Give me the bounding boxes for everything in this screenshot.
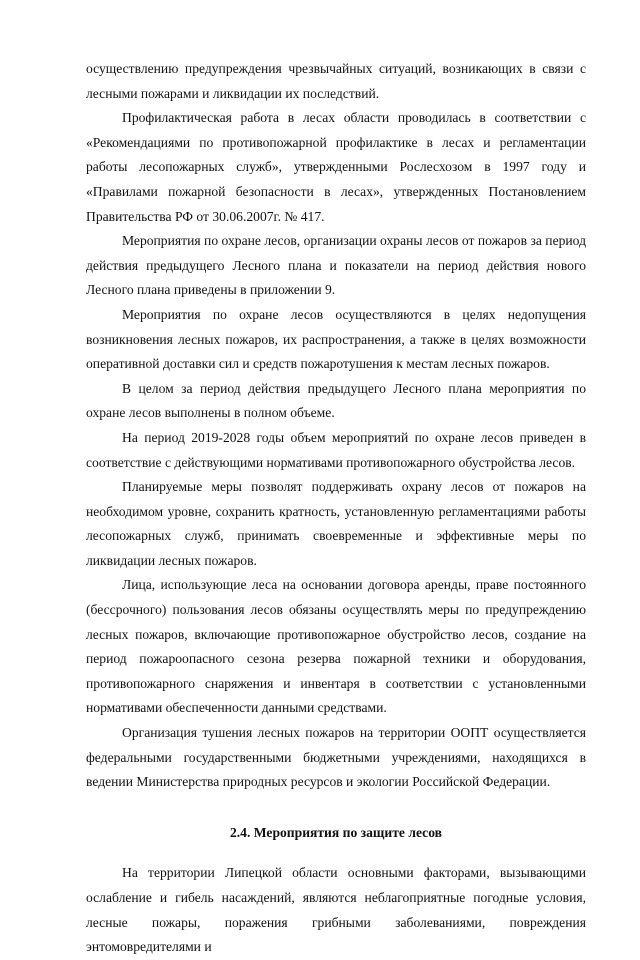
paragraph-previous-plan: В целом за период действия предыдущего Лесного плана мероприятия по охране лесов выполнены в полном объеме. [86,380,586,421]
section-heading: 2.4. Мероприятия по защите лесов [229,824,443,840]
paragraph-planned-measures: Планируемые меры позволят поддерживать охрану лесов от пожаров на необходимом уровне, сохранить кратность, установленную регламентациями работы лесопожарных служб, принимать своевременные и эффективные меры по ликвидации лесных пожаров. [86,479,586,568]
paragraph-continuation: осуществлению предупреждения чрезвычайных ситуаций, возникающих в связи с лесными пожарами и ликвидации их последствий. [86,61,586,101]
paragraph-prophylactic-work: Профилактическая работа в лесах области проводилась в соответствии с «Рекомендациями по противопожарной профилактике в лесах и регламентации работы лесопожарных служб», утвержденными Рослесхозом в 1997 году и «Правилами пожарной безопасности в лесах», утвержденных Постановлением Правительства РФ от 30.06.2007г. № 417. [86,110,586,224]
paragraph-measures-purpose: Мероприятия по охране лесов осуществляются в целях недопущения возникновения лесных пожаров, их распространения, а также в целях возможности оперативной доставки сил и средств пожаротушения к местам лесных пожаров. [86,306,586,372]
document-body [86,57,586,960]
paragraph-oopt-firefighting: Организация тушения лесных пожаров на территории ООПТ осуществляется федеральными государственными бюджетными учреждениями, находящихся в ведении Министерства природных ресурсов и экологии Российской Федерации. [86,725,586,790]
paragraph-period-volume: На период 2019-2028 годы объем мероприятий по охране лесов приведен в соответствие с действующими нормативами противопожарного обустройства лесов. [86,429,586,470]
paragraph-measures-appendix: Мероприятия по охране лесов, организации охраны лесов от пожаров за период действия предыдущего Лесного плана и показатели на период действия нового Лесного плана приведены в приложении 9. [86,233,586,298]
paragraph-damage-factors: На территории Липецкой области основными факторами, вызывающими ослабление и гибель насаждений, являются неблагоприятные погодные условия, лесные пожары, поражения грибными заболеваниями, повреждения энтомовредителями и [86,865,586,955]
paragraph-lease-holders: Лица, использующие леса на основании договора аренды, праве постоянного (бессрочного) пользования лесов обязаны осуществлять меры по предупреждению лесных пожаров, включающие противопожарное обустройство лесов, создание на период пожароопасного сезона резерва пожарной техники и оборудования, противопожарного снаряжения и инвентаря в соответствии с установленными нормативами обеспеченности данными средствами. [86,577,586,716]
